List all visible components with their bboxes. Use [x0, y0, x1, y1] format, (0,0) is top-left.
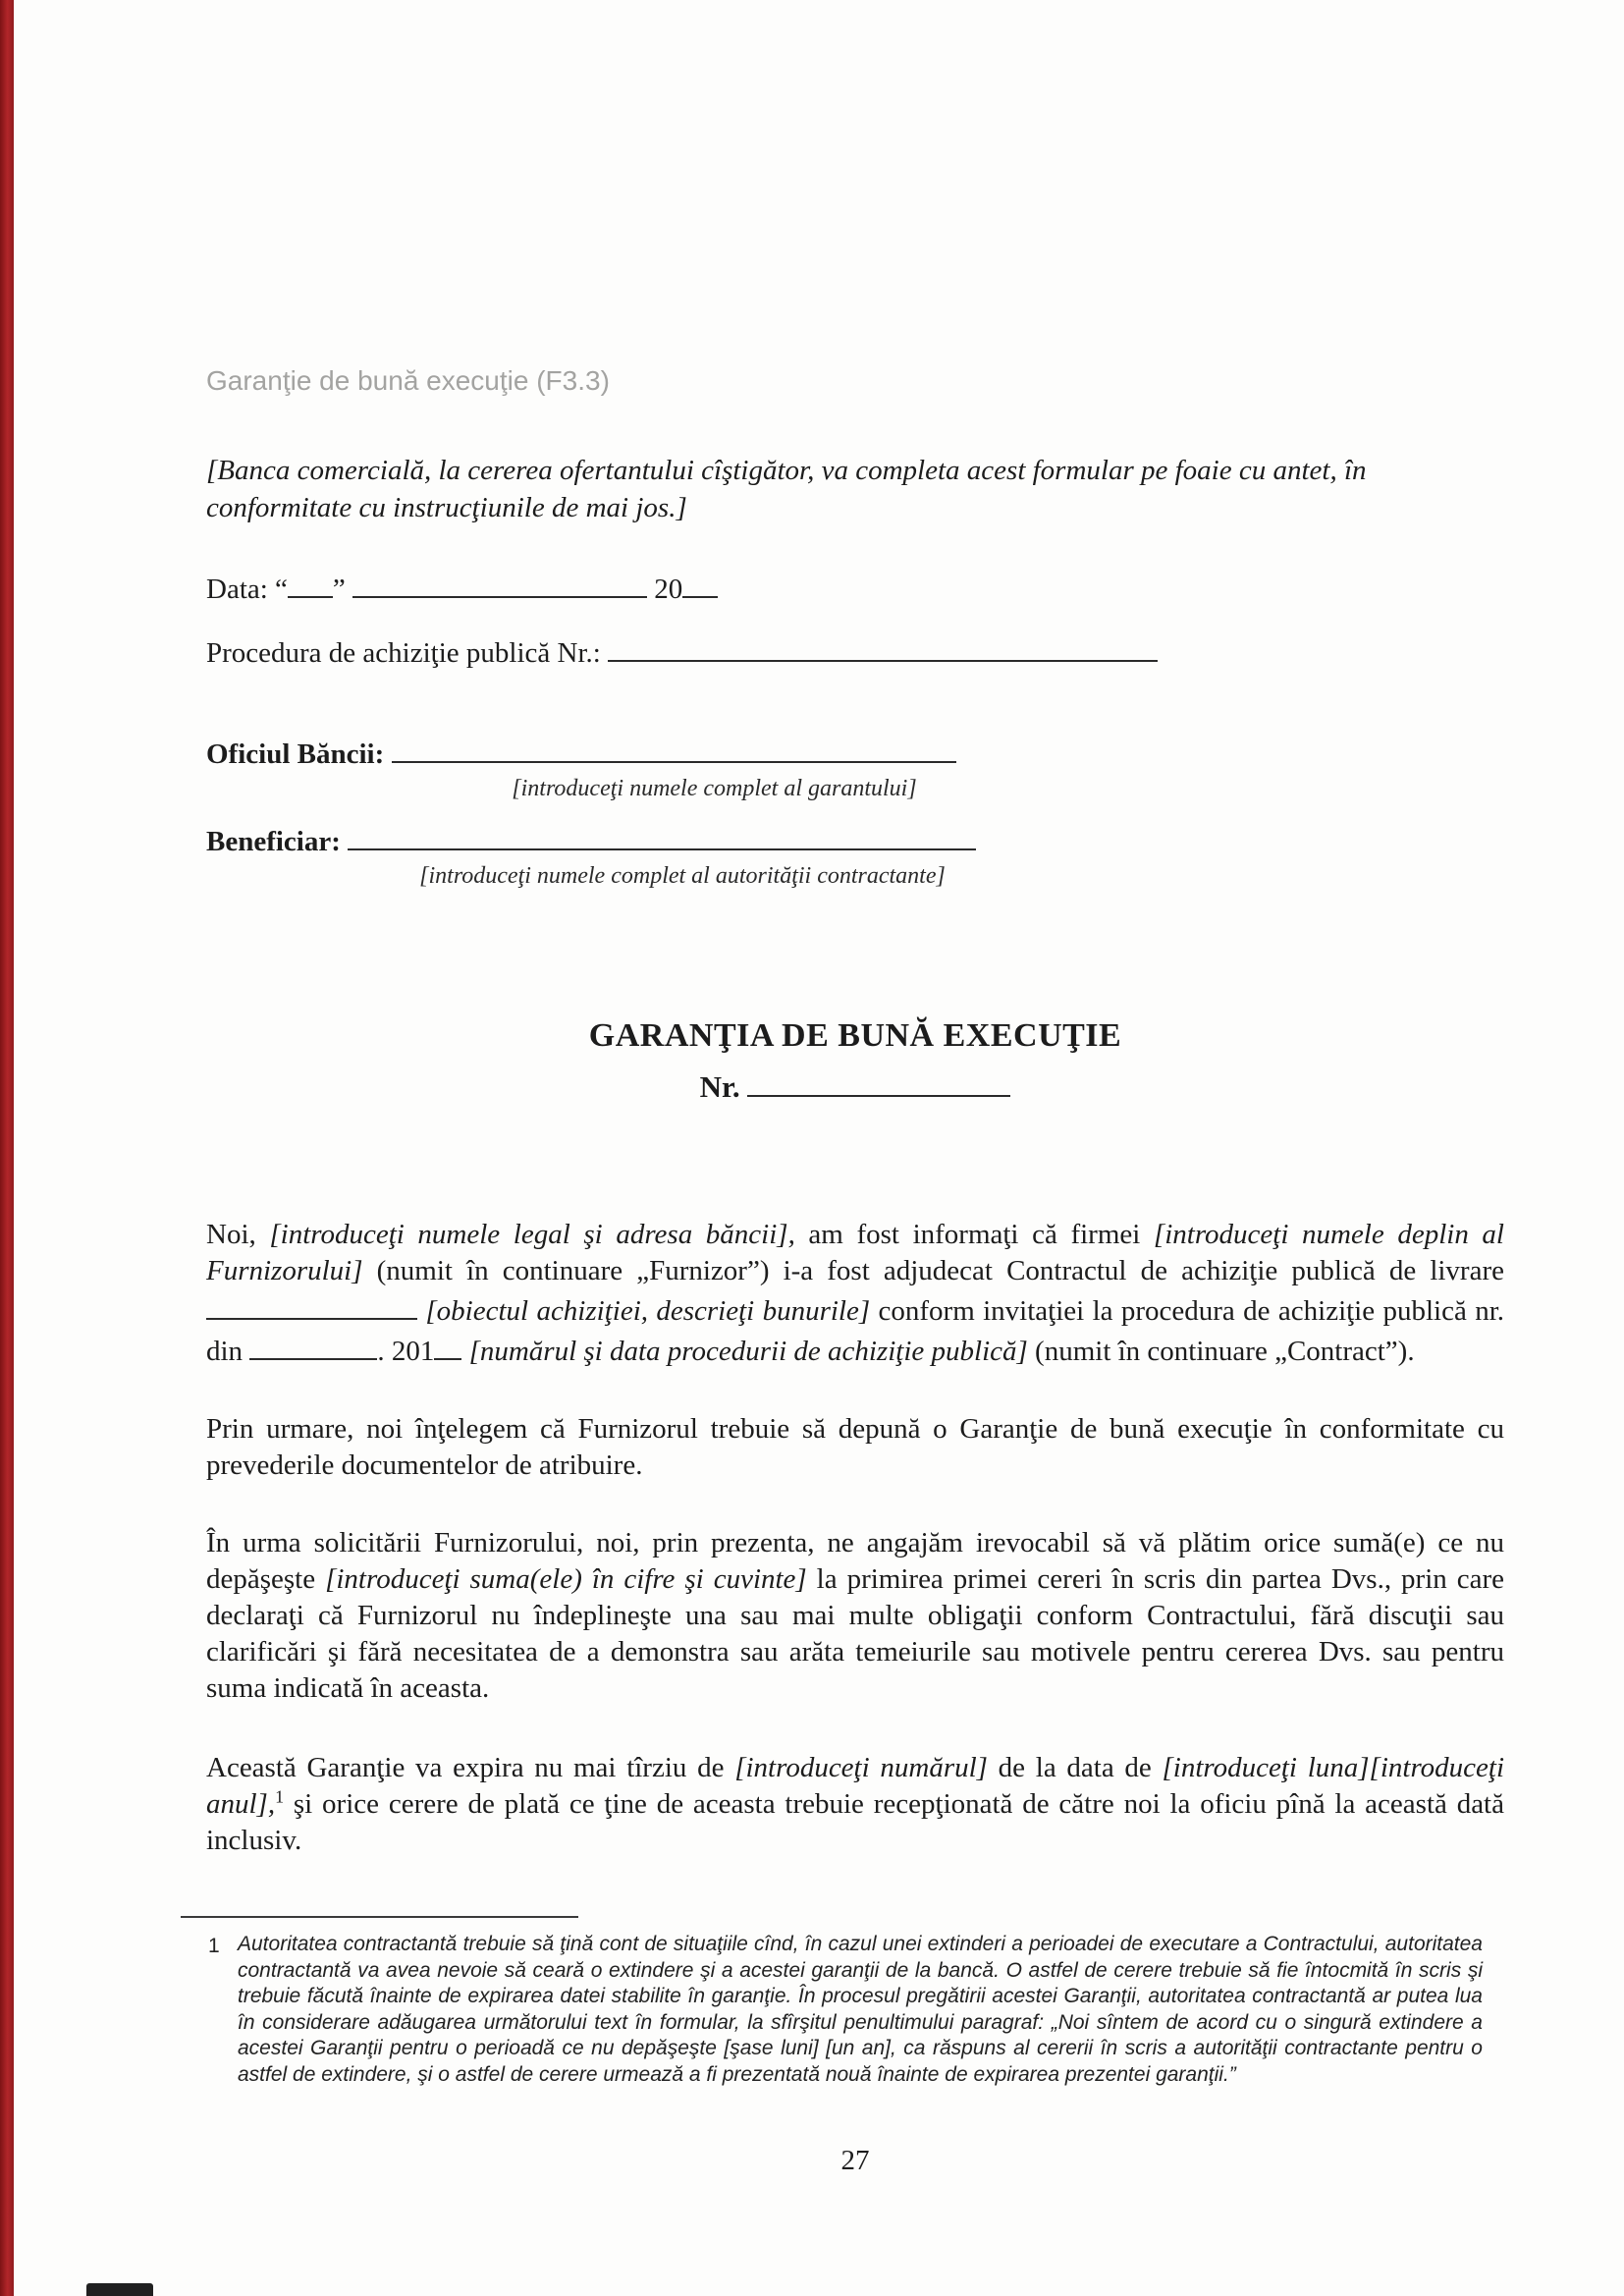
text-run: Această Garanţie va expira nu mai tîrziu de: [206, 1752, 735, 1783]
text-run: la primirea primei cereri în scris din partea Dvs., prin care declaraţi că Furnizorul nu îndeplineşte una sau mai multe obligaţii conform Contractului, fără discuţii sau clarificări şi fără necesitatea de a demonstra sau arăta temeiurile sau motivele pentru cererea Dvs. sau pentru suma indicată în aceasta.: [206, 1563, 1504, 1704]
text-run: [introduceţi luna][introduceţi anul],: [206, 1752, 1505, 1820]
fill-in-blank: [206, 1289, 417, 1320]
text-run: Data: “: [206, 574, 288, 605]
fill-in-blank: [348, 820, 976, 850]
text-run: . 201: [377, 1336, 435, 1367]
text-run: Prin urmare, noi înţelegem că Furnizorul trebuie să depună o Garanţie de bună execuţie în conformitate cu prevederile documentelor de atribuire.: [206, 1413, 1504, 1481]
text-run: În urma solicitării Furnizorului, noi, prin prezenta, ne angajăm irevocabil să vă plătim orice sumă(e) ce nu depăşeşte: [206, 1527, 1504, 1595]
fill-in-blank: [288, 568, 333, 598]
document-title: GARANŢIA DE BUNĂ EXECUŢIE: [588, 1017, 1122, 1054]
fill-in-blank: [352, 568, 647, 598]
text-run: am fost informaţi că firmei: [794, 1219, 1154, 1250]
fill-in-blank: [249, 1330, 377, 1360]
fill-in-blank: [608, 631, 1158, 662]
text-run: ”: [332, 574, 353, 605]
text-run: [461, 1336, 468, 1367]
paragraph-expiry: [206, 1750, 1504, 1859]
footnote: [206, 1916, 1504, 2088]
text-run: Noi,: [206, 1219, 270, 1250]
text-run: Procedura de achiziţie publică Nr.:: [206, 637, 609, 669]
text-run: (numit în continuare „Furnizor”) i-a fost adjudecat Contractul de achiziţie publică de livrare: [362, 1255, 1504, 1286]
footnote-body: [208, 1932, 1483, 2088]
fill-in-blank: [747, 1065, 1010, 1097]
text-run: conform invitaţiei la procedura de achiziţie publică nr. din: [206, 1295, 1505, 1367]
scan-red-edge: [0, 0, 14, 2296]
text-run: Oficiul Băncii:: [206, 738, 392, 770]
footnote-text: Autoritatea contractantă trebuie să ţină cont de situaţiile cînd, în cazul unei extinderi a perioadei de executare a Contractului, autoritatea contractantă va avea nevoie să ceară o extindere şi a acestei garanţii de la bancă. O astfel de cerere trebuie să fie întocmită în scris şi trebuie făcută înainte de expirarea datei stabilite în garanţie. În procesul pregătirii acestei Garanţii, autoritatea contractantă ar putea lua în considerare adăugarea următorului text în formular, la sfîrşitul penultimului paragraf: „Noi sîntem de acord cu o singură extindere a acestei Garanţii pentru o perioadă ce nu depăşeşte [şase luni] [un an], ca răspuns al cererii în scris a autorităţii contractante pentru o astfel de extindere, şi o astfel de cerere urmează a fi prezentată nouă înainte de expirarea prezentei garanţii.”: [238, 1933, 1483, 2086]
fill-in-blank: [682, 568, 718, 598]
text-run: [numărul şi data procedurii de achiziţie publică]: [468, 1336, 1028, 1367]
scan-corner-mark: [86, 2283, 153, 2296]
form-code-label: Garanţie de bună execuţie (F3.3): [206, 365, 610, 396]
paragraph-payment-commitment: [206, 1525, 1504, 1707]
guarantee-number-line: [206, 1065, 1504, 1107]
text-run: [introduceţi numele legal şi adresa băncii],: [269, 1219, 795, 1250]
bank-office-field: [206, 733, 1504, 774]
text-run: Nr.: [699, 1069, 748, 1104]
text-run: (numit în continuare „Contract”).: [1027, 1336, 1415, 1367]
procedure-number-line: [206, 631, 1504, 672]
intro-instruction-note: [Banca comercială, la cererea ofertantului cîştigător, va completa acest formular pe foaie cu antet, în conformitate cu instrucţiunile de mai jos.]: [206, 455, 1367, 523]
text-run: Beneficiar:: [206, 826, 349, 857]
paragraph-obligation: [206, 1411, 1504, 1484]
text-run: de la data de: [987, 1752, 1163, 1783]
paragraph-parties: [206, 1217, 1504, 1370]
bank-office-hint: [introduceţi numele complet al garantului]: [512, 776, 917, 801]
date-line: [206, 568, 1504, 608]
fill-in-blank: [392, 733, 956, 763]
footnote-ref: 1: [275, 1786, 285, 1807]
text-run: [introduceţi suma(ele) în cifre şi cuvinte]: [325, 1563, 807, 1595]
footnote-marker: 1: [208, 1935, 220, 1957]
footnote-rule: [181, 1916, 578, 1918]
text-run: şi orice cerere de plată ce ţine de aceasta trebuie recepţionată de către noi la oficiu pînă la această dată inclusiv.: [206, 1788, 1504, 1856]
beneficiary-hint: [introduceţi numele complet al autorităţii contractante]: [419, 863, 946, 889]
beneficiary-field: [206, 820, 1504, 861]
text-run: [introduceţi numele deplin al Furnizorului]: [206, 1219, 1504, 1286]
text-run: [introduceţi numărul]: [734, 1752, 988, 1783]
text-run: [obiectul achiziţiei, descrieţi bunurile]: [425, 1295, 871, 1327]
fill-in-blank: [434, 1330, 461, 1360]
page-number: 27: [840, 2145, 870, 2176]
text-run: 20: [647, 574, 683, 605]
